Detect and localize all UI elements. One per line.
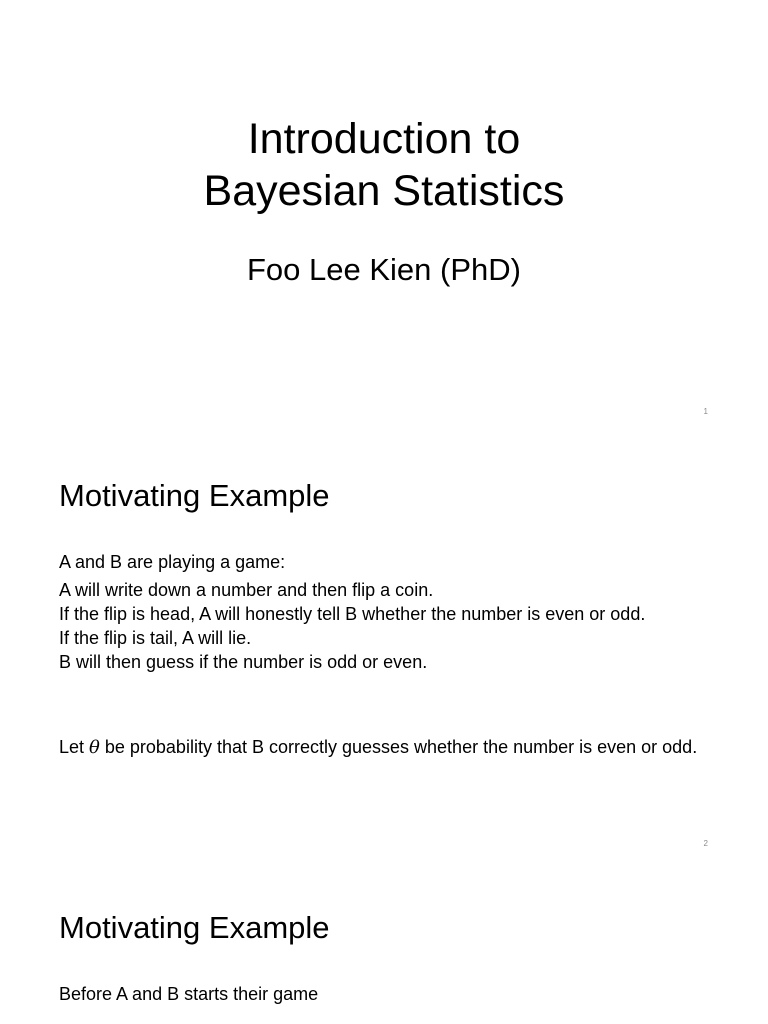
page-number-1: 1 [703,407,708,416]
theta-symbol: θ [89,737,100,758]
author-name: Foo Lee Kien (PhD) [247,252,521,287]
game-intro: Before A and B starts their game [59,984,319,1004]
slide-heading: Motivating Example [59,478,330,513]
game-intro: A and B are playing a game: [59,552,286,572]
slide-heading: Motivating Example [59,910,330,945]
rule-line: If the flip is tail, A will lie. [59,628,252,648]
slide-title [0,113,768,217]
slide-1 [0,0,768,432]
rule-line: B will then guess if the number is odd or even. [59,652,428,672]
title-line-2: Bayesian Statistics [203,167,565,215]
slide-2 [0,432,768,864]
theta-suffix: be probability that B correctly guesses whether the number is even or odd. [99,737,698,757]
title-line-1: Introduction to [247,115,521,163]
rule-line: If the flip is head, A will honestly tell B whether the number is even or odd. [59,604,646,624]
page-number-2: 2 [703,839,708,848]
theta-prefix: Let [59,737,90,757]
theta-definition [59,735,709,760]
game-rules [59,578,709,674]
rule-line: A will write down a number and then flip a coin. [59,580,434,600]
slide-3 [0,864,768,1024]
